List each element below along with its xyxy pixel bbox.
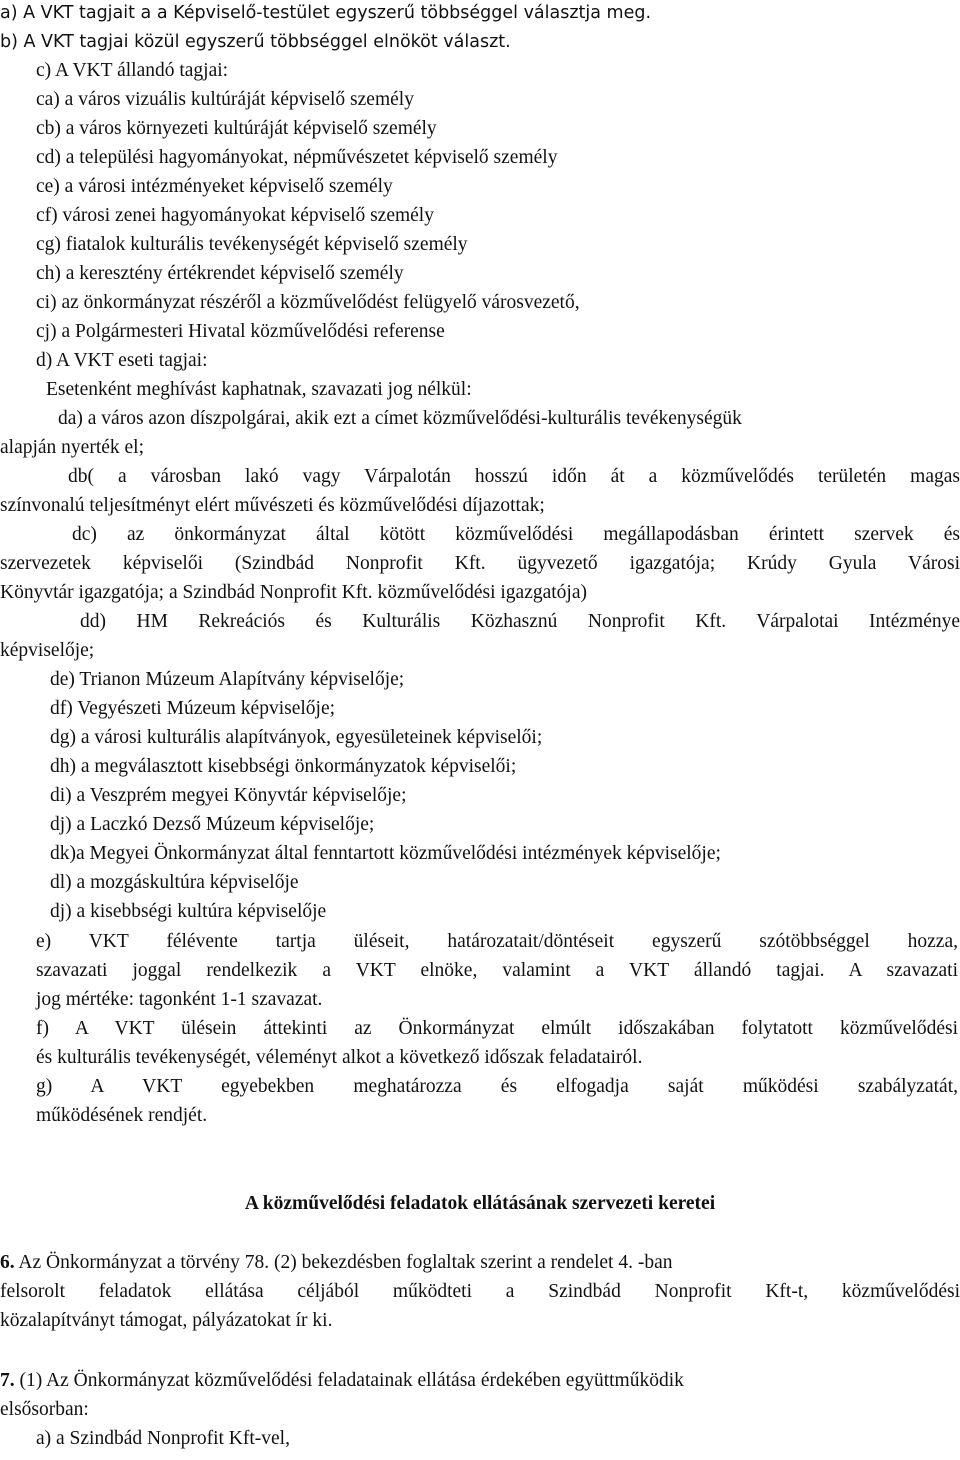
paragraph-6-first-line [0, 1251, 960, 1275]
text-line: dl) a mozgáskultúra képviselője [50, 872, 299, 893]
text-line: Esetenként meghívást kaphatnak, szavazati jog nélkül: [46, 379, 472, 400]
text-line: alapján nyerték el; [0, 437, 145, 458]
text-line: szervezetek képviselői (Szindbád Nonprofit Kft. ügyvezető igazgatója; Krúdy Gyula Városi [0, 553, 960, 574]
text-line: c) A VKT állandó tagjai: [36, 60, 229, 81]
text-line: dd) HM Rekreációs és Kulturális Közhasznú Nonprofit Kft. Várpalotai Intézménye [80, 611, 960, 632]
text-line: színvonalú teljesítményt elért művészeti és közművelődési díjazottak; [0, 495, 545, 516]
text-line: és kulturális tevékenységét, véleményt alkot a következő időszak feladatairól. [36, 1047, 643, 1068]
text-line: Az Önkormányzat a törvény 78. (2) bekezdésben foglaltak szerint a rendelet 4. -ban [14, 1252, 673, 1273]
text-line: db( a városban lakó vagy Várpalotán hosszú időn át a közművelődés területén magas [68, 466, 960, 487]
text-line: df) Vegyészeti Múzeum képviselője; [50, 698, 336, 719]
text-line: a) a Szindbád Nonprofit Kft-vel, [36, 1428, 290, 1449]
text-line: cg) fiatalok kulturális tevékenységét képviselő személy [36, 234, 468, 255]
text-line: de) Trianon Múzeum Alapítvány képviselője; [50, 669, 405, 690]
text-line: dg) a városi kulturális alapítványok, egyesületeinek képviselői; [50, 727, 543, 748]
text-line: f) A VKT ülésein áttekinti az Önkormányzat elmúlt időszakában folytatott közművelődési [36, 1018, 958, 1039]
text-line: g) A VKT egyebekben meghatározza és elfogadja saját működési szabályzatát, [36, 1076, 958, 1097]
text-line: da) a város azon díszpolgárai, akik ezt a címet közművelődési-kulturális tevékenységük [58, 408, 742, 429]
text-line: közalapítványt támogat, pályázatokat ír ki. [0, 1310, 333, 1331]
text-line: működésének rendjét. [36, 1105, 208, 1126]
text-line: ca) a város vizuális kultúráját képviselő személy [36, 89, 414, 110]
section-number: 6. [0, 1252, 15, 1273]
text-line: a) A VKT tagjait a a Képviselő-testület egyszerű többséggel választja meg. [0, 3, 652, 23]
text-line: dj) a Laczkó Dezső Múzeum képviselője; [50, 814, 375, 835]
text-line: dj) a kisebbségi kultúra képviselője [50, 901, 327, 922]
paragraph-7-first-line [0, 1369, 960, 1393]
text-line: cd) a települési hagyományokat, népművészetet képviselő személy [36, 147, 558, 168]
text-line: (1) Az Önkormányzat közművelődési feladatainak ellátása érdekében együttműködik [14, 1370, 684, 1391]
text-line: ch) a keresztény értékrendet képviselő személy [36, 263, 404, 284]
text-line: dk)a Megyei Önkormányzat által fenntartott közművelődési intézmények képviselője; [50, 843, 721, 864]
text-line: szavazati joggal rendelkezik a VKT elnöke, valamint a VKT állandó tagjai. A szavazati [36, 960, 958, 981]
text-line: d) A VKT eseti tagjai: [36, 350, 208, 371]
text-line: b) A VKT tagjai közül egyszerű többséggel elnököt választ. [0, 32, 511, 52]
section-heading: A közművelődési feladatok ellátásának szervezeti keretei [244, 1193, 716, 1214]
text-line: képviselője; [0, 640, 95, 661]
text-line: ce) a városi intézményeket képviselő személy [36, 176, 393, 197]
text-line: felsorolt feladatok ellátása céljából működteti a Szindbád Nonprofit Kft-t, közművelődési [0, 1281, 960, 1302]
text-line: elsősorban: [0, 1399, 89, 1420]
text-line: jog mértéke: tagonként 1-1 szavazat. [36, 989, 323, 1010]
section-number: 7. [0, 1370, 15, 1391]
text-line: cj) a Polgármesteri Hivatal közművelődési referense [36, 321, 445, 342]
text-line: di) a Veszprém megyei Könyvtár képviselője; [50, 785, 407, 806]
text-line: e) VKT félévente tartja üléseit, határozatait/döntéseit egyszerű szótöbbséggel hozza, [36, 931, 958, 952]
text-line: cf) városi zenei hagyományokat képviselő személy [36, 205, 434, 226]
text-line: dc) az önkormányzat által kötött közművelődési megállapodásban érintett szervek és [72, 524, 960, 545]
text-line: ci) az önkormányzat részéről a közművelődést felügyelő városvezető, [36, 292, 580, 313]
text-line: dh) a megválasztott kisebbségi önkormányzatok képviselői; [50, 756, 517, 777]
text-line: cb) a város környezeti kultúráját képviselő személy [36, 118, 437, 139]
text-line: Könyvtár igazgatója; a Szindbád Nonprofit Kft. közművelődési igazgatója) [0, 582, 587, 603]
